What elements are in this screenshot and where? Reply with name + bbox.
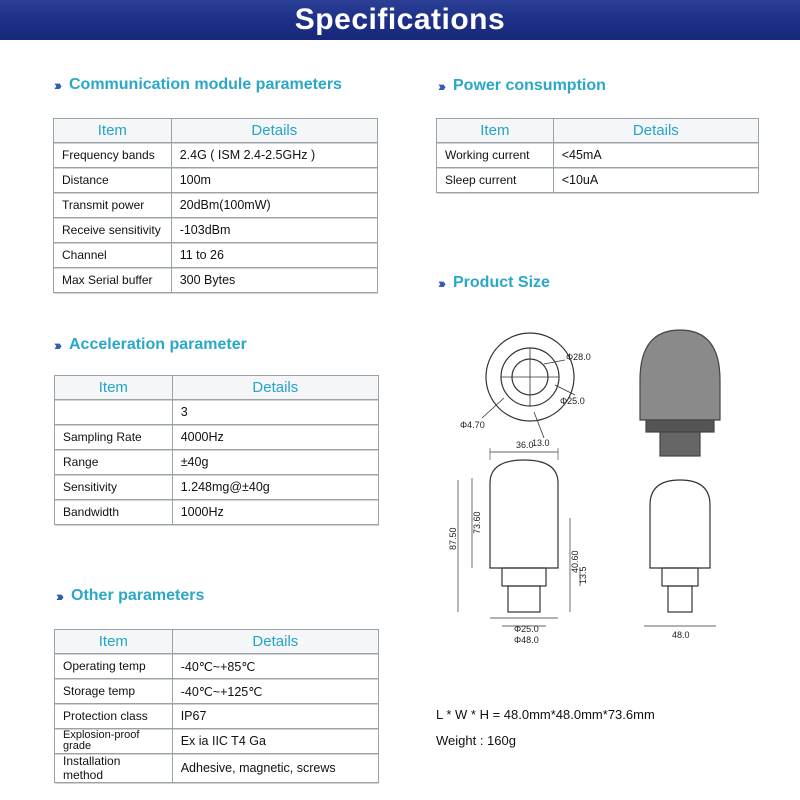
label-bottom1: Φ25.0 bbox=[514, 624, 539, 634]
column-header-item: Item bbox=[437, 119, 554, 143]
section-title-communication bbox=[54, 76, 342, 94]
header-banner bbox=[0, 0, 800, 40]
row-details: Ex ia IIC T4 Ga bbox=[172, 729, 378, 754]
table-row bbox=[55, 475, 379, 500]
label-h-mid: 40.60 bbox=[570, 550, 580, 573]
row-item: Transmit power bbox=[54, 193, 172, 218]
section-title-text: Acceleration parameter bbox=[69, 336, 247, 353]
side-view-body bbox=[650, 480, 710, 568]
front-view-base bbox=[508, 586, 540, 612]
row-details: 300 Bytes bbox=[171, 268, 377, 293]
table-row bbox=[54, 193, 378, 218]
row-details: IP67 bbox=[172, 704, 378, 729]
row-item: Working current bbox=[437, 143, 554, 168]
row-item: Storage temp bbox=[55, 679, 173, 704]
row-item: Sleep current bbox=[437, 168, 554, 193]
table-row bbox=[55, 500, 379, 525]
table-row bbox=[54, 243, 378, 268]
row-details: -40℃~+85℃ bbox=[172, 654, 378, 679]
communication-table bbox=[53, 118, 378, 293]
row-item: Distance bbox=[54, 168, 172, 193]
product-photo-cap bbox=[640, 330, 720, 420]
row-details: 11 to 26 bbox=[171, 243, 377, 268]
label-h-small: 13.5 bbox=[578, 566, 588, 584]
label-d1: Φ28.0 bbox=[566, 352, 591, 362]
table-row bbox=[55, 425, 379, 450]
row-item: Protection class bbox=[55, 704, 173, 729]
section-title-power bbox=[438, 77, 606, 95]
row-details: 1.248mg@±40g bbox=[172, 475, 378, 500]
row-details: <45mA bbox=[553, 143, 758, 168]
row-item: Explosion-proof grade bbox=[55, 729, 173, 754]
acceleration-table bbox=[54, 375, 379, 525]
section-title-text: Product Size bbox=[453, 274, 550, 291]
row-details: <10uA bbox=[553, 168, 758, 193]
chevron-double-icon: ››› bbox=[438, 78, 443, 94]
column-header-details: Details bbox=[171, 119, 377, 143]
row-details: -40℃~+125℃ bbox=[172, 679, 378, 704]
section-title-text: Communication module parameters bbox=[69, 76, 342, 93]
column-header-details: Details bbox=[553, 119, 758, 143]
table-row bbox=[437, 168, 759, 193]
row-details: 3 bbox=[172, 400, 378, 425]
table-row bbox=[55, 654, 379, 679]
row-details: 100m bbox=[171, 168, 377, 193]
row-item: Sampling Rate bbox=[55, 425, 173, 450]
table-row bbox=[437, 143, 759, 168]
label-side-width: 48.0 bbox=[672, 630, 690, 640]
product-drawing bbox=[440, 320, 780, 650]
chevron-double-icon: ››› bbox=[56, 588, 61, 604]
other-table bbox=[54, 629, 379, 783]
row-item: Operating temp bbox=[55, 654, 173, 679]
row-item: Range bbox=[55, 450, 173, 475]
label-d4: 13.0 bbox=[532, 438, 550, 448]
label-h-body: 73.60 bbox=[472, 511, 482, 534]
table-row bbox=[54, 143, 378, 168]
power-table bbox=[436, 118, 759, 193]
column-header-details: Details bbox=[172, 630, 378, 654]
row-item: Frequency bands bbox=[54, 143, 172, 168]
row-details: -103dBm bbox=[171, 218, 377, 243]
label-d2: Φ25.0 bbox=[560, 396, 585, 406]
column-header-details: Details bbox=[172, 376, 378, 400]
row-item: Max Serial buffer bbox=[54, 268, 172, 293]
table-row bbox=[54, 268, 378, 293]
row-item bbox=[55, 400, 173, 425]
label-top-width: 36.0 bbox=[516, 440, 534, 450]
product-dimension-drawing bbox=[440, 320, 780, 650]
dimensions-text: L * W * H = 48.0mm*48.0mm*73.6mm bbox=[436, 707, 655, 722]
row-details: Adhesive, magnetic, screws bbox=[172, 754, 378, 783]
table-row bbox=[54, 218, 378, 243]
row-details: 20dBm(100mW) bbox=[171, 193, 377, 218]
table-row bbox=[55, 704, 379, 729]
label-bottom2: Φ48.0 bbox=[514, 635, 539, 645]
front-view-neck bbox=[502, 568, 546, 586]
label-d3: Φ4.70 bbox=[460, 420, 485, 430]
table-row bbox=[55, 450, 379, 475]
row-item: Sensitivity bbox=[55, 475, 173, 500]
table-row bbox=[55, 679, 379, 704]
label-h-total: 87.50 bbox=[448, 527, 458, 550]
section-title-text: Power consumption bbox=[453, 77, 606, 94]
row-item: Channel bbox=[54, 243, 172, 268]
section-title-text: Other parameters bbox=[71, 587, 205, 604]
row-details: 4000Hz bbox=[172, 425, 378, 450]
table-row bbox=[55, 754, 379, 783]
chevron-double-icon: ››› bbox=[438, 275, 443, 291]
table-row bbox=[54, 168, 378, 193]
page-title: Specifications bbox=[294, 3, 506, 36]
table-row bbox=[55, 729, 379, 754]
weight-text: Weight : 160g bbox=[436, 733, 516, 748]
table-row bbox=[55, 400, 379, 425]
row-item: Receive sensitivity bbox=[54, 218, 172, 243]
row-details: 2.4G ( ISM 2.4-2.5GHz ) bbox=[171, 143, 377, 168]
chevron-double-icon: ››› bbox=[54, 77, 59, 93]
column-header-item: Item bbox=[54, 119, 172, 143]
row-item: Bandwidth bbox=[55, 500, 173, 525]
chevron-double-icon: ››› bbox=[54, 337, 59, 353]
column-header-item: Item bbox=[55, 376, 173, 400]
row-item: Installation method bbox=[55, 754, 173, 783]
column-header-item: Item bbox=[55, 630, 173, 654]
front-view-body bbox=[490, 460, 558, 568]
section-title-other bbox=[56, 587, 204, 605]
row-details: 1000Hz bbox=[172, 500, 378, 525]
section-title-acceleration bbox=[54, 336, 247, 354]
row-details: ±40g bbox=[172, 450, 378, 475]
section-title-product-size bbox=[438, 274, 550, 292]
